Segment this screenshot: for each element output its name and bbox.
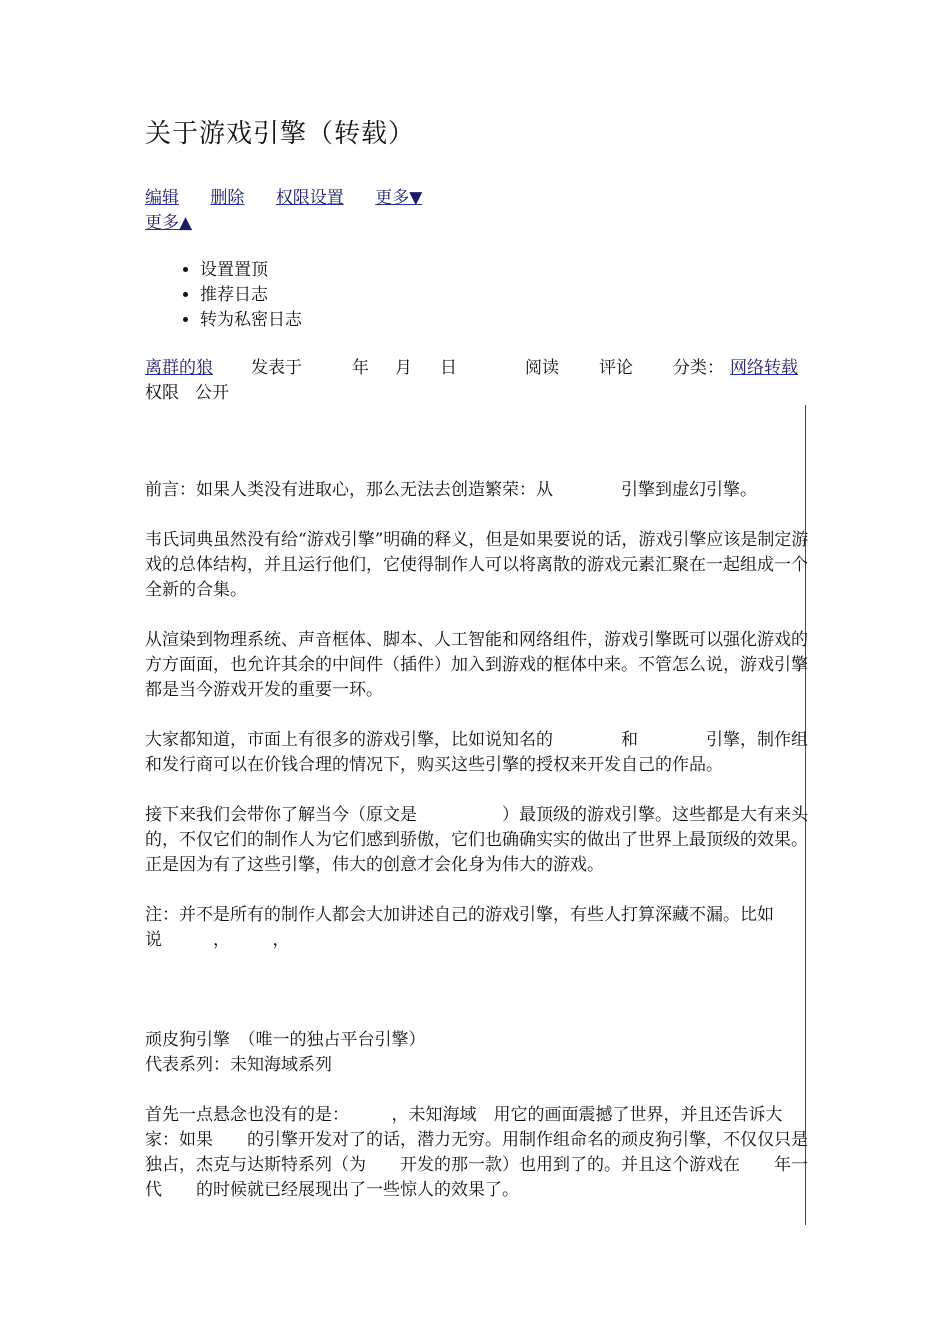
posted-at-label: 发表于 xyxy=(251,358,302,378)
section-series: 代表系列：未知海域系列 xyxy=(145,1055,332,1075)
paragraph-preface: 前言：如果人类没有进取心，那么无法去创造繁荣：从 引擎到虚幻引擎。 xyxy=(145,480,757,500)
category-link[interactable]: 网络转载 xyxy=(730,358,798,378)
section-heading: 顽皮狗引擎 （唯一的独占平台引擎） xyxy=(145,1030,426,1050)
more-up-container xyxy=(145,211,192,235)
paragraph-introduction: 接下来我们会带你了解当今（原文是 ）最顶级的游戏引擎。这些都是大有来头的，不仅它们的制作人为它们感到骄傲，它们也确确实实的做出了世界上最顶级的效果。正是因为有了这些引擎，伟大的创意才会化身为伟大的游戏。 xyxy=(145,805,808,875)
paragraph-licensing: 大家都知道，市面上有很多的游戏引擎，比如说知名的 和 引擎，制作组和发行商可以在价钱合理的情况下，购买这些引擎的授权来开发自己的作品。 xyxy=(145,730,808,775)
paragraph-definition: 韦氏词典虽然没有给“游戏引擎”明确的释义，但是如果要说的话，游戏引擎应该是制定游戏的总体结构，并且运行他们，它使得制作人可以将离散的游戏元素汇聚在一起组成一个全新的合集。 xyxy=(145,530,809,600)
toolbar xyxy=(145,186,448,210)
section-spacer xyxy=(145,978,810,1028)
paragraph-components: 从渲染到物理系统、声音框体、脚本、人工智能和网络组件，游戏引擎既可以强化游戏的方方面面，也允许其余的中间件（插件）加入到游戏的框体中来。不管怎么说，游戏引擎都是当今游戏开发的重要一环。 xyxy=(145,630,808,700)
author-link[interactable]: 离群的狼 xyxy=(145,358,213,378)
comment-count-label: 评论 xyxy=(599,358,633,378)
more-down-link[interactable]: 更多▼ xyxy=(375,188,423,208)
permission-value: 公开 xyxy=(195,383,229,403)
permission-label: 权限 xyxy=(145,383,179,403)
edit-link[interactable]: 编辑 xyxy=(145,188,179,208)
day-label: 日 xyxy=(440,358,457,378)
page-title: 关于游戏引擎（转载） xyxy=(145,119,416,149)
section-body: 首先一点悬念也没有的是： ，未知海域 用它的画面震撼了世界，并且还告诉大家：如果 的引擎开发对了的话，潜力无穷。用制作组命名的顽皮狗引擎，不仅仅只是 独占，杰克与达斯特系列（为 开发的那一款）也用到了的。并且这个游戏在 年一代 的时候就已经展现出了一些惊人的效果了。 xyxy=(145,1105,842,1200)
read-count-label: 阅读 xyxy=(525,358,559,378)
menu-item-pin-top[interactable]: • 设置置顶 xyxy=(200,258,302,283)
more-up-link[interactable]: 更多▲ xyxy=(145,213,193,233)
menu-item-make-private[interactable]: • 转为私密日志 xyxy=(200,308,302,333)
delete-link[interactable]: 删除 xyxy=(210,188,245,208)
more-menu xyxy=(170,258,302,333)
month-label: 月 xyxy=(395,358,412,378)
article-body xyxy=(145,478,842,1228)
menu-item-recommend[interactable]: • 推荐日志 xyxy=(200,283,302,308)
permissions-link[interactable]: 权限设置 xyxy=(275,188,344,208)
post-meta xyxy=(145,356,810,406)
paragraph-note: 注：并不是所有的制作人都会大加讲述自己的游戏引擎，有些人打算深藏不漏。比如说 ， ， xyxy=(145,905,774,950)
category-label: 分类： xyxy=(673,358,724,378)
year-label: 年 xyxy=(352,358,369,378)
